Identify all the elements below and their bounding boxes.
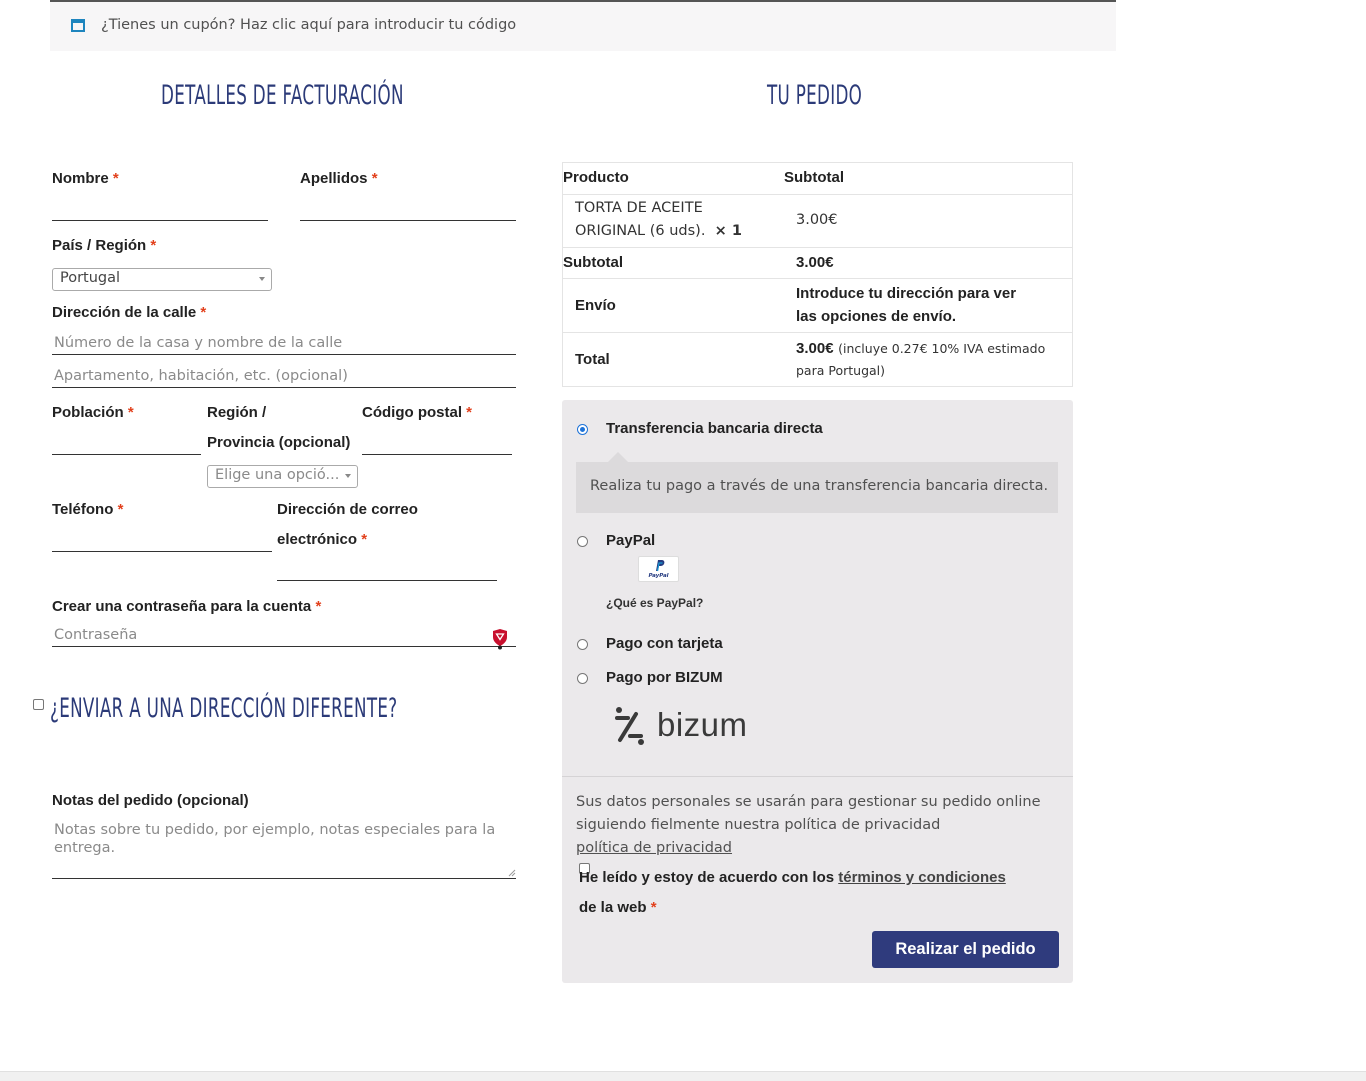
paypal-logo bbox=[638, 556, 679, 582]
payment-radio-card[interactable] bbox=[577, 639, 588, 650]
shipping-value-line1: Introduce tu dirección para ver bbox=[796, 285, 1017, 302]
bank-transfer-description: Realiza tu pago a través de una transferencia bancaria directa. bbox=[576, 462, 1058, 513]
order-title: TU PEDIDO bbox=[767, 80, 863, 111]
state-select-placeholder: Elige una opció... bbox=[215, 467, 340, 483]
phone-label: Teléfono * bbox=[52, 501, 124, 518]
chevron-down-icon bbox=[259, 277, 265, 281]
email-label-line1: Dirección de correo bbox=[277, 501, 418, 518]
total-value-row bbox=[796, 340, 1045, 357]
paypal-p-icon bbox=[654, 559, 665, 572]
payment-label-bank-transfer[interactable]: Transferencia bancaria directa bbox=[606, 420, 823, 437]
payment-radio-bank-transfer[interactable] bbox=[577, 424, 588, 435]
total-value: 3.00€ bbox=[796, 340, 834, 357]
terms-text-line2: de la web * bbox=[579, 899, 657, 916]
email-label-line2: electrónico * bbox=[277, 531, 368, 548]
street-label: Dirección de la calle * bbox=[52, 304, 207, 321]
terms-link[interactable]: términos y condiciones bbox=[838, 869, 1006, 886]
payment-label-card[interactable]: Pago con tarjeta bbox=[606, 635, 723, 652]
payment-radio-bizum[interactable] bbox=[577, 673, 588, 684]
ship-different-checkbox[interactable] bbox=[33, 699, 44, 710]
postcode-input[interactable] bbox=[362, 454, 512, 455]
city-input[interactable] bbox=[52, 454, 201, 455]
cart-item-name-line2: ORIGINAL (6 uds). × 1 bbox=[575, 223, 742, 239]
street-input-placeholder[interactable]: Número de la casa y nombre de la calle bbox=[54, 335, 343, 351]
terms-text: He leído y estoy de acuerdo con los términos y condiciones bbox=[579, 869, 1006, 886]
password-label: Crear una contraseña para la cuenta * bbox=[52, 598, 322, 615]
ship-different-title: ¿ENVIAR A UNA DIRECCIÓN DIFERENTE? bbox=[50, 693, 398, 724]
first-name-label: Nombre * bbox=[52, 170, 119, 187]
total-tax-note-line2: para Portugal) bbox=[796, 363, 886, 378]
password-input[interactable] bbox=[52, 646, 516, 647]
coupon-notice[interactable] bbox=[50, 0, 1116, 51]
first-name-input[interactable] bbox=[52, 220, 268, 221]
country-select[interactable] bbox=[52, 268, 272, 291]
subtotal-label: Subtotal bbox=[563, 254, 623, 271]
payment-section bbox=[562, 400, 1073, 983]
coupon-link[interactable]: ¿Tienes un cupón? Haz clic aquí para introducir tu código bbox=[101, 17, 517, 33]
subtotal-value: 3.00€ bbox=[796, 254, 834, 271]
total-label: Total bbox=[575, 351, 610, 368]
privacy-policy-link[interactable]: política de privacidad bbox=[576, 840, 733, 856]
shipping-label: Envío bbox=[575, 297, 616, 314]
bizum-logo-icon bbox=[614, 706, 646, 746]
postcode-label: Código postal * bbox=[362, 404, 473, 421]
last-name-label: Apellidos * bbox=[300, 170, 378, 187]
privacy-text-line2: siguiendo fielmente nuestra política de privacidad bbox=[576, 817, 941, 833]
payment-label-bizum[interactable]: Pago por BIZUM bbox=[606, 669, 723, 686]
order-review-table bbox=[562, 162, 1073, 387]
paypal-logo-text: PayPal bbox=[648, 573, 669, 579]
col-product-header: Producto bbox=[563, 169, 629, 186]
state-label-line1: Región / bbox=[207, 404, 267, 421]
city-label: Población * bbox=[52, 404, 134, 421]
cart-item-qty: × 1 bbox=[714, 223, 742, 239]
resize-handle-icon[interactable] bbox=[508, 869, 516, 877]
country-label: País / Región * bbox=[52, 237, 157, 254]
street2-input[interactable] bbox=[52, 387, 516, 388]
email-input[interactable] bbox=[277, 580, 497, 581]
street2-input-placeholder[interactable]: Apartamento, habitación, etc. (opcional) bbox=[54, 368, 348, 384]
cart-item-price: 3.00€ bbox=[796, 212, 838, 228]
street-input[interactable] bbox=[52, 354, 516, 355]
coupon-window-icon bbox=[71, 19, 85, 32]
col-subtotal-header: Subtotal bbox=[784, 169, 844, 186]
chevron-down-icon bbox=[345, 474, 351, 478]
shipping-value-line2: las opciones de envío. bbox=[796, 308, 957, 325]
privacy-text-line1: Sus datos personales se usarán para gestionar su pedido online bbox=[576, 794, 1041, 810]
order-notes-label: Notas del pedido (opcional) bbox=[52, 792, 249, 809]
payment-label-paypal[interactable]: PayPal bbox=[606, 532, 656, 549]
payment-radio-paypal[interactable] bbox=[577, 536, 588, 547]
billing-title: DETALLES DE FACTURACIÓN bbox=[161, 80, 404, 111]
order-notes-textarea[interactable] bbox=[52, 821, 516, 879]
payment-divider bbox=[562, 776, 1073, 777]
what-is-paypal-link[interactable]: ¿Qué es PayPal? bbox=[606, 596, 704, 610]
last-name-input[interactable] bbox=[300, 220, 516, 221]
phone-input[interactable] bbox=[52, 551, 272, 552]
total-tax-note-line1: (incluye 0.27€ 10% IVA estimado bbox=[838, 341, 1046, 356]
place-order-button[interactable]: Realizar el pedido bbox=[872, 931, 1059, 968]
state-label-line2: Provincia (opcional) bbox=[207, 434, 351, 451]
state-select[interactable] bbox=[207, 465, 358, 488]
cart-item-name-line1: TORTA DE ACEITE bbox=[575, 200, 703, 216]
password-manager-icon[interactable] bbox=[492, 628, 508, 650]
order-notes-placeholder: Notas sobre tu pedido, por ejemplo, notas especiales para la entrega. bbox=[54, 822, 496, 856]
country-select-value: Portugal bbox=[60, 270, 121, 286]
password-input-placeholder[interactable]: Contraseña bbox=[54, 627, 138, 643]
bizum-logo-text: bizum bbox=[657, 706, 748, 743]
